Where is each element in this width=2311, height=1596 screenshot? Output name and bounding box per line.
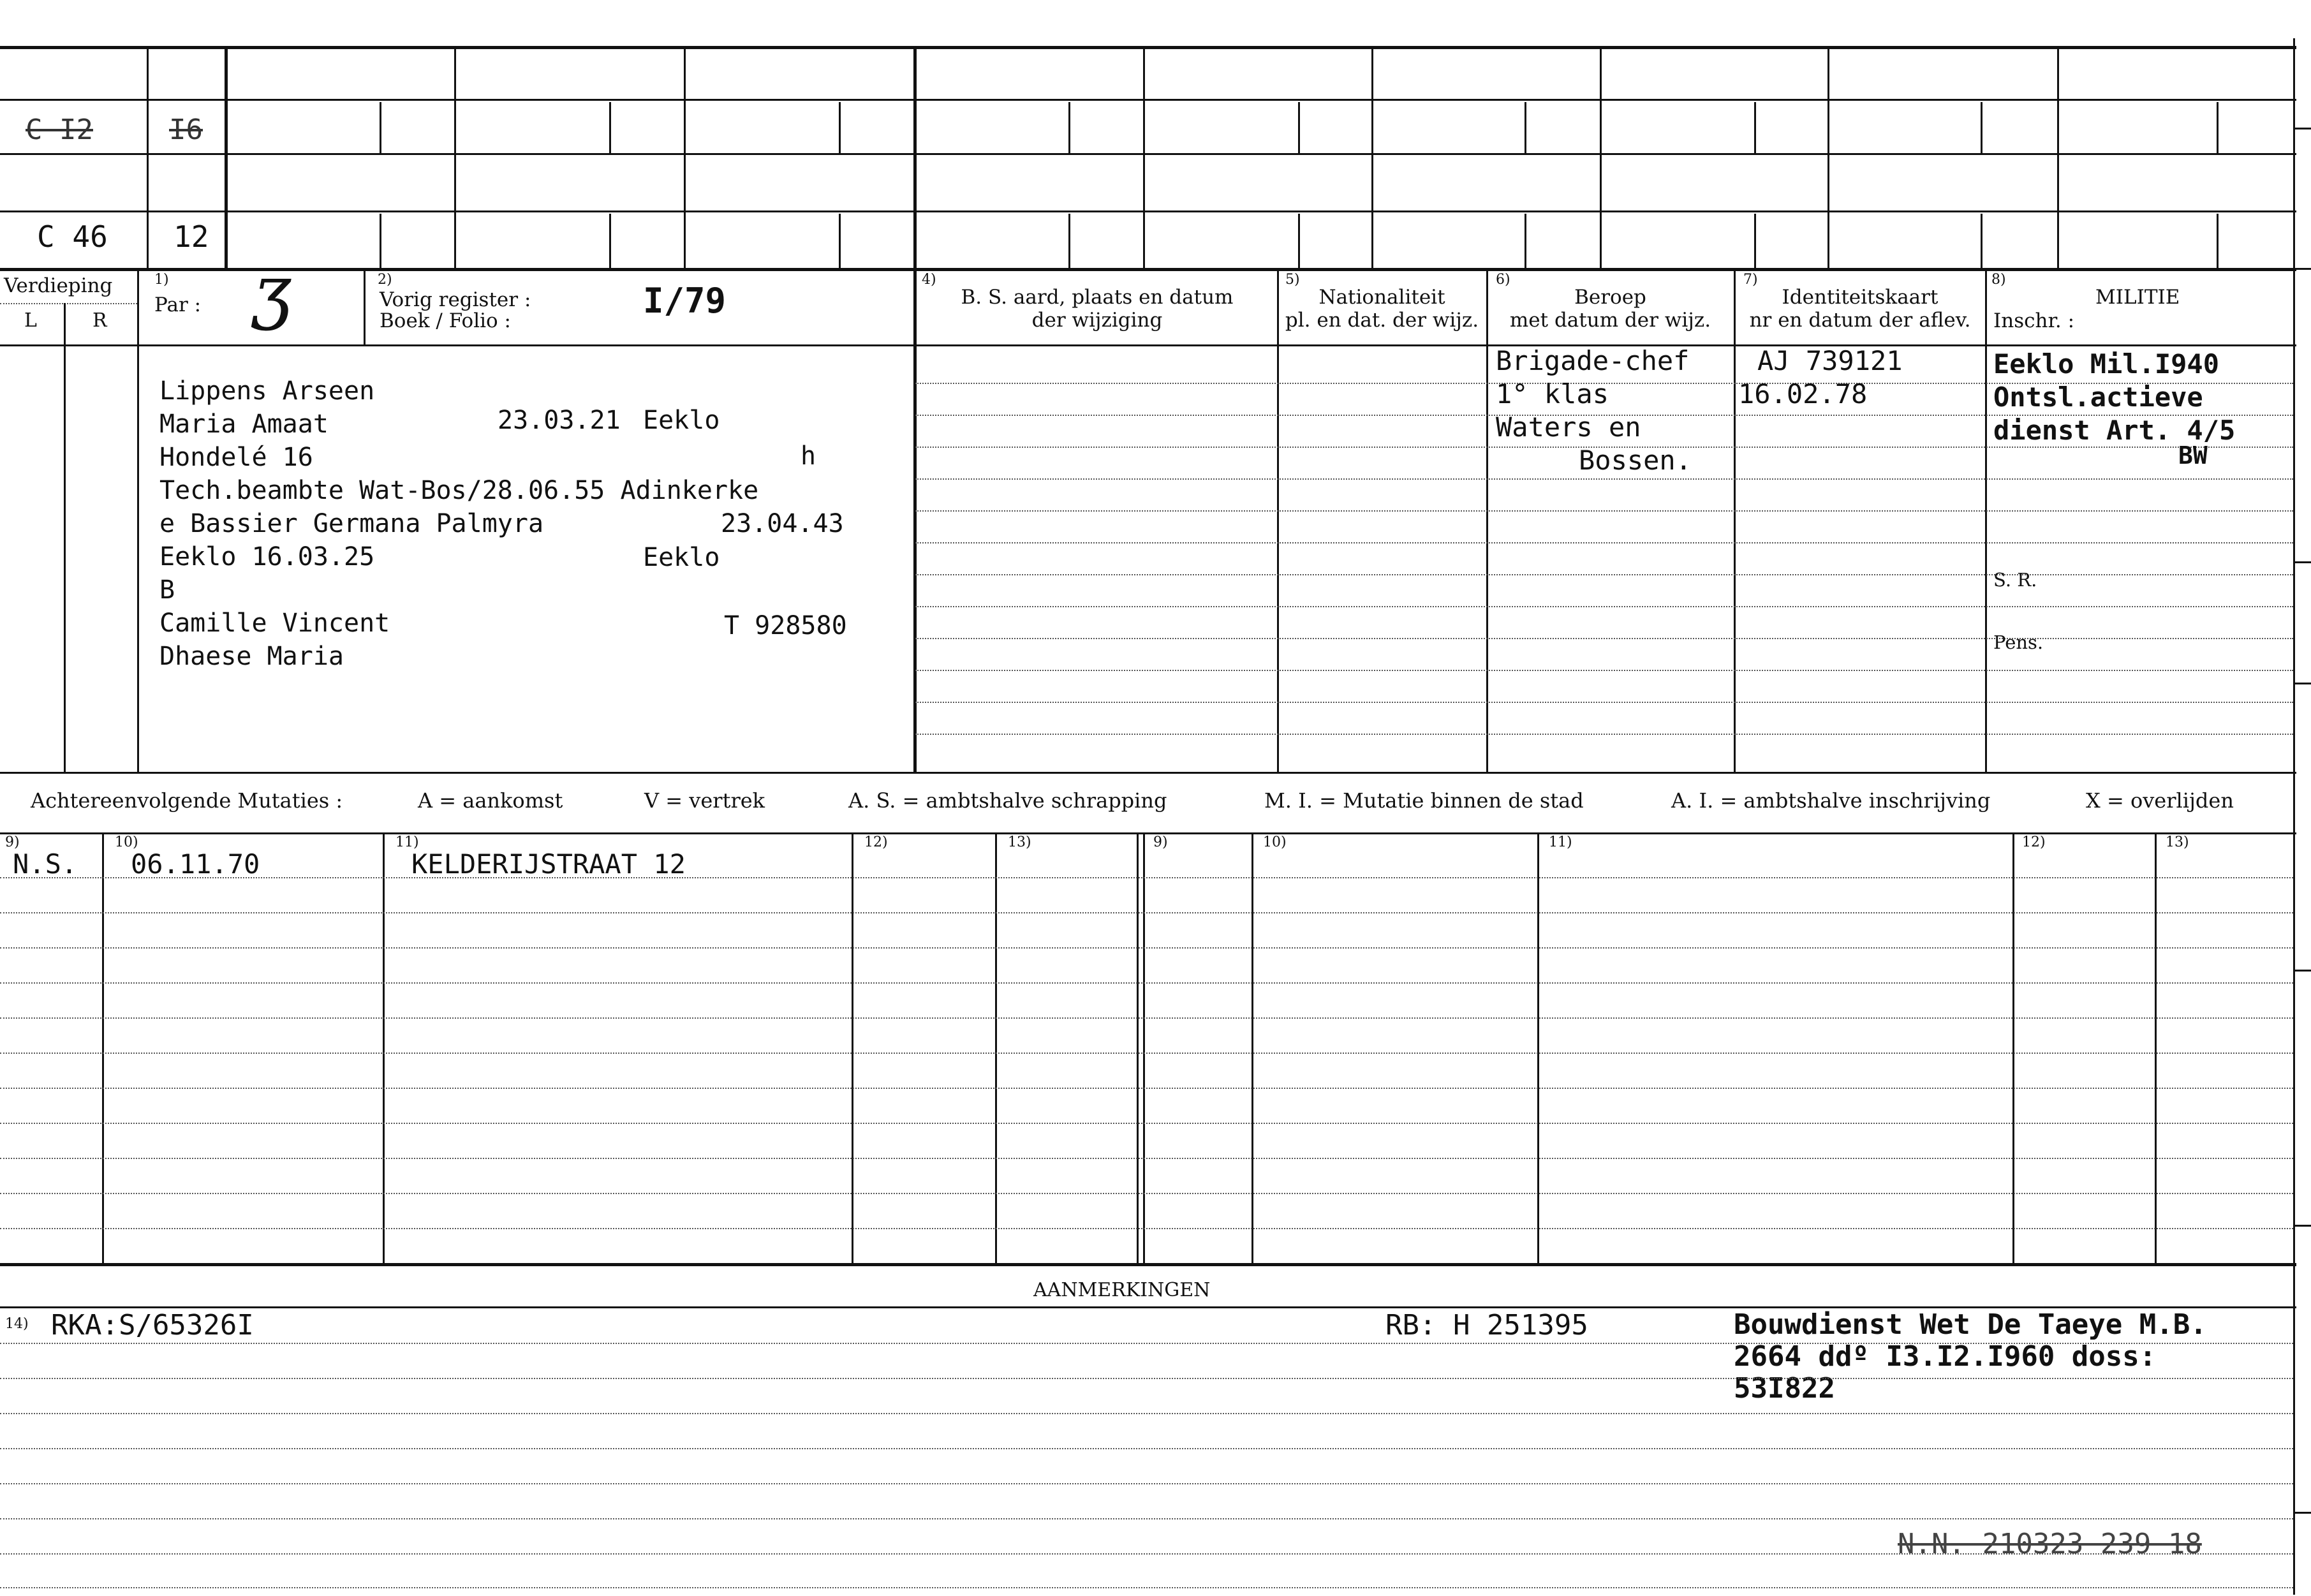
col5-num: 5) <box>1285 272 1300 288</box>
spouse-birth-place: Eeklo <box>643 543 720 572</box>
legend-a: A = aankomst <box>418 788 563 813</box>
mark-h: h <box>801 441 816 471</box>
person-block: Lippens Arseen Maria Amaat Hondelé 16 Tech.beambte Wat-Bos/28.06.55 Adinkerke e Bassier Germana Palmyra Eeklo 16.03.25 B Camille Vincent Dhaese Maria <box>159 376 759 671</box>
legend-mi: M. I. = Mutatie binnen de stad <box>1264 788 1584 813</box>
rb-number: RB: H 251395 <box>1385 1309 1588 1341</box>
boek-folio-label: Boek / Folio : <box>380 309 511 332</box>
mut-col-13b: 13) <box>2166 834 2189 850</box>
col8-num: 8) <box>1991 272 2006 288</box>
legend-x: X = overlijden <box>2086 788 2234 813</box>
mut-col-12b: 12) <box>2022 834 2046 850</box>
militie-header: MILITIE <box>2095 286 2180 309</box>
birth-date: 23.03.21 <box>498 406 621 435</box>
t-number: T 928580 <box>724 611 847 640</box>
mut-col-11a: 11) <box>395 834 419 850</box>
militie-block: Eeklo Mil.I940 Ontsl.actieve dienst Art. 4/5 <box>1993 348 2236 446</box>
beroep-block: Brigade-chef 1° klas Waters en Bossen. <box>1496 345 1692 476</box>
identiteit-block: AJ 739121 16.02.78 <box>1738 345 1903 410</box>
page: 12 <box>174 219 209 254</box>
aanmerkingen-num: 14) <box>5 1316 29 1332</box>
mutaties-title: Achtereenvolgende Mutaties : <box>31 788 343 813</box>
col6-num: 6) <box>1496 272 1510 288</box>
verdieping-l: L <box>24 309 37 332</box>
col4-num: 4) <box>922 272 936 288</box>
mut-col-9a: 9) <box>5 834 20 850</box>
nn-number: N.N. 210323 239 18 <box>1898 1528 2202 1560</box>
inschr-label: Inschr. : <box>1993 309 2075 332</box>
mutatie-code: N.S. <box>13 848 78 880</box>
mut-col-13a: 13) <box>1008 834 1031 850</box>
par-signature: ʒ <box>252 250 292 332</box>
remark-note: Bouwdienst Wet De Taeye M.B. 2664 ddº I3.I2.I960 doss: 53I822 <box>1734 1308 2207 1405</box>
beroep-header: Beroep met datum der wijz. <box>1509 286 1711 332</box>
vorig-register-value: I/79 <box>643 281 727 321</box>
mut-col-9b: 9) <box>1153 834 1168 850</box>
mutatie-address: KELDERIJSTRAAT 12 <box>411 848 686 880</box>
identiteit-header: Identiteitskaart nr en datum der aflev. <box>1749 286 1971 332</box>
col7-num: 7) <box>1743 272 1758 288</box>
bs-header: B. S. aard, plaats en datum der wijziging <box>961 286 1234 332</box>
verdieping-r: R <box>92 309 107 332</box>
legend-as: A. S. = ambtshalve schrapping <box>848 788 1167 813</box>
col1-num: 1) <box>154 272 169 288</box>
birth-place: Eeklo <box>643 406 720 435</box>
old-volume: C I2 <box>26 114 93 146</box>
verdieping-label: Verdieping <box>4 274 113 297</box>
mut-col-10a: 10) <box>115 834 138 850</box>
volume: C 46 <box>37 219 108 254</box>
mut-col-11b: 11) <box>1549 834 1572 850</box>
mut-col-12a: 12) <box>864 834 888 850</box>
par-label: Par : <box>154 293 202 316</box>
aanmerkingen-title: AANMERKINGEN <box>1033 1279 1211 1301</box>
vorig-register-label: Vorig register : <box>380 288 531 311</box>
pens-label: Pens. <box>1993 632 2044 653</box>
sr-label: S. R. <box>1993 569 2037 591</box>
spouse-birth-date: 23.04.43 <box>721 509 844 538</box>
nationaliteit-header: Nationaliteit pl. en dat. der wijz. <box>1285 286 1479 332</box>
mutatie-date: 06.11.70 <box>131 848 260 880</box>
militie-bw: BW <box>2178 441 2208 469</box>
mut-col-10b: 10) <box>1263 834 1287 850</box>
rka-number: RKA:S/65326I <box>51 1309 254 1341</box>
legend-ai: A. I. = ambtshalve inschrijving <box>1671 788 1991 813</box>
col2-num: 2) <box>378 272 392 288</box>
legend-v: V = vertrek <box>644 788 765 813</box>
old-page: I6 <box>169 114 203 146</box>
